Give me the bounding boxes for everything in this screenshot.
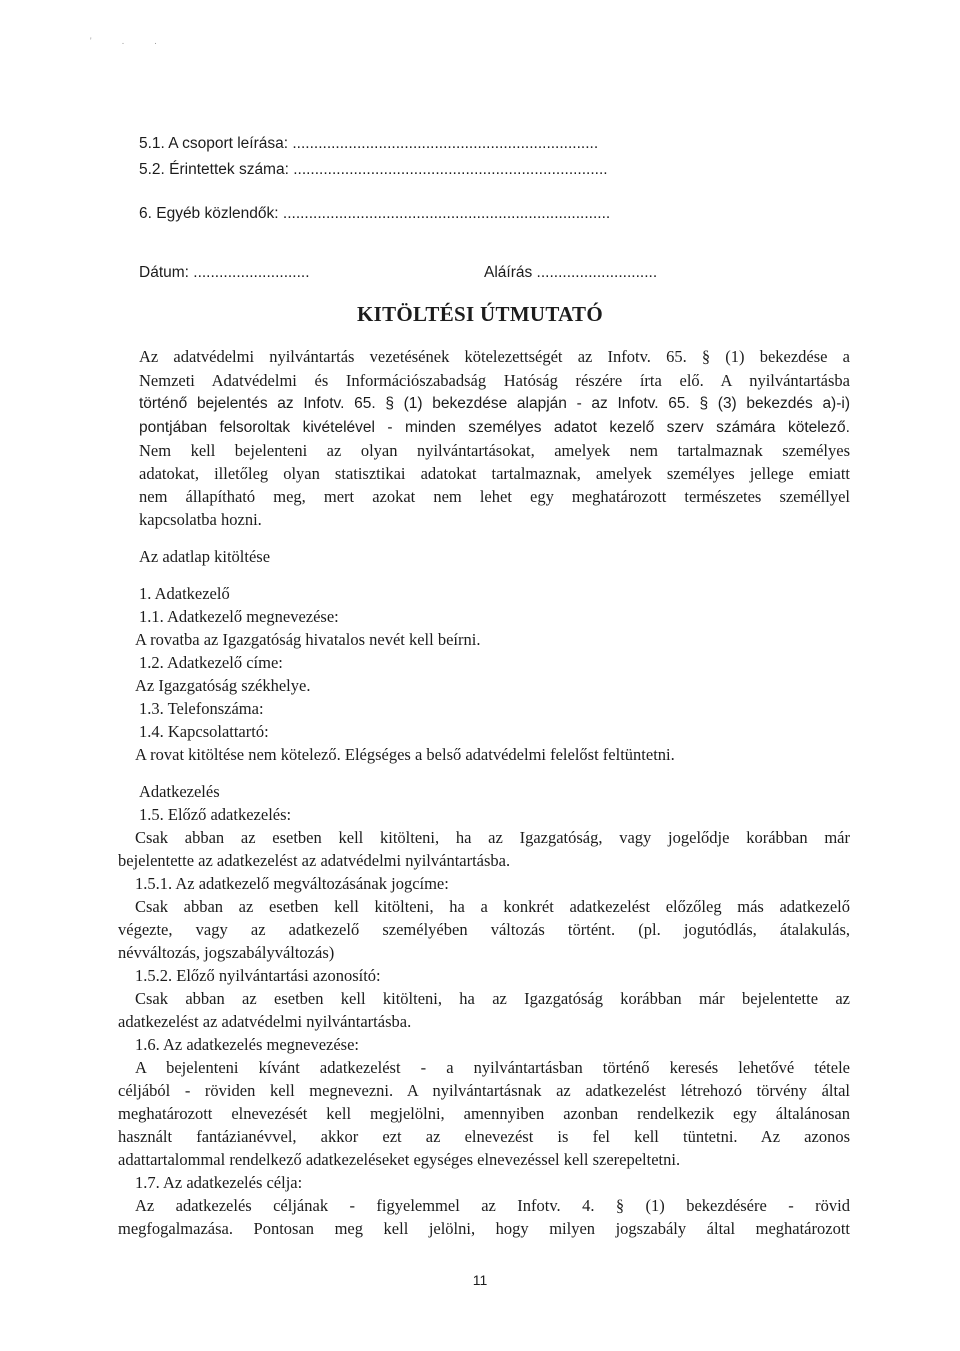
item-text: A rovatba az Igazgatóság hivatalos nevét kell beírni. xyxy=(135,630,481,649)
group-description-line: 5.1. A csoport leírása: ....................................................................... xyxy=(139,135,599,152)
page-number: 11 xyxy=(472,1272,488,1288)
intro-line: kapcsolatba hozni. xyxy=(139,510,262,529)
section-heading: Adatkezelés xyxy=(139,782,220,801)
item-heading: 1.5. Előző adatkezelés: xyxy=(139,805,292,824)
item-heading: 1.2. Adatkezelő címe: xyxy=(139,653,283,672)
other-notes-line: 6. Egyéb közlendők: ............................................................................ xyxy=(139,205,611,222)
item-text: A bejelenteni kívánt adatkezelést - a nyilvántartásban történő keresés lehetővé tétele xyxy=(135,1058,850,1077)
signature-line: Aláírás ............................ xyxy=(484,264,658,281)
date-line: Dátum: ........................... xyxy=(139,264,310,281)
item-text: Az Igazgatóság székhelye. xyxy=(135,676,311,695)
intro-line: történő bejelentés az Infotv. 65. § (1) bekezdése alapján - az Infotv. 65. § (3) bekezdés a)-i) xyxy=(139,395,850,412)
item-heading: 1.4. Kapcsolattartó: xyxy=(139,722,269,741)
affected-count-line: 5.2. Érintettek száma: ......................................................................... xyxy=(139,161,608,178)
intro-line: Nem kell bejelenteni az olyan nyilvántartásokat, amelyek nem tartalmaznak személyes xyxy=(139,441,850,460)
item-text: bejelentette az adatkezelést az adatvédelmi nyilvántartásba. xyxy=(118,851,511,870)
item-text: A rovat kitöltése nem kötelező. Elégséges a belső adatvédelmi felelőst feltüntetni. xyxy=(135,745,675,764)
intro-line: Az adatvédelmi nyilvántartás vezetésének kötelezettségét az Infotv. 65. § (1) bekezdése a xyxy=(139,347,850,366)
item-text: végezte, vagy az adatkezelő személyében változás történt. (pl. jogutódlás, átalakulás, xyxy=(118,920,850,939)
item-text: névváltozás, jogszabályváltozás) xyxy=(118,943,335,962)
item-text: adattartalommal rendelkező adatkezeléseket egységes elnevezéssel kell szerepeltetni. xyxy=(118,1150,681,1169)
intro-line: adatokat, illetőleg olyan statisztikai adatokat tartalmaznak, amelyek személyes jellege emiatt xyxy=(139,464,850,483)
item-heading: 1. Adatkezelő xyxy=(139,584,230,603)
section-heading: Az adatlap kitöltése xyxy=(139,547,271,566)
item-text: Az adatkezelés céljának - figyelemmel az Infotv. 4. § (1) bekezdésére - rövid xyxy=(135,1196,850,1215)
item-text: céljából - röviden kell megnevezni. A nyilvántartásnak az adatkezelést létrehozó törvény által xyxy=(118,1081,850,1100)
item-text: Csak abban az esetben kell kitölteni, ha az Igazgatóság, vagy jogelődje korábban már xyxy=(135,828,850,847)
item-heading: 1.7. Az adatkezelés célja: xyxy=(135,1173,303,1192)
intro-line: nem állapítható meg, mert azokat nem lehet egy meghatározott természetes személlyel xyxy=(139,487,850,506)
item-heading: 1.1. Adatkezelő megnevezése: xyxy=(139,607,339,626)
item-heading: 1.6. Az adatkezelés megnevezése: xyxy=(135,1035,360,1054)
item-text: megfogalmazása. Pontosan meg kell jelölni, hogy milyen jogszabály által meghatározott xyxy=(118,1219,850,1238)
scan-specks: ' . . xyxy=(90,36,171,46)
item-heading: 1.5.2. Előző nyilvántartási azonosító: xyxy=(135,966,381,985)
intro-line: pontjában felsoroltak kivételével - minden személyes adatot kezelő szerv számára kötelező. xyxy=(139,419,850,436)
item-text: meghatározott elnevezését kell megjelölni, amennyiben azonban rendelkezik egy általánosan xyxy=(118,1104,850,1123)
page-title: KITÖLTÉSI ÚTMUTATÓ xyxy=(357,302,603,326)
item-text: adatkezelést az adatvédelmi nyilvántartásba. xyxy=(118,1012,412,1031)
item-text: használt fantázianévvel, akkor ezt az elnevezést is fel kell tüntetni. Az azonos xyxy=(118,1127,850,1146)
item-heading: 1.3. Telefonszáma: xyxy=(139,699,264,718)
item-text: Csak abban az esetben kell kitölteni, ha a konkrét adatkezelést előzőleg más adatkezelő xyxy=(135,897,850,916)
intro-line: Nemzeti Adatvédelmi és Információszabadság Hatóság részére írta elő. A nyilvántartásba xyxy=(139,371,850,390)
item-text: Csak abban az esetben kell kitölteni, ha az Igazgatóság korábban már bejelentette az xyxy=(135,989,850,1008)
item-heading: 1.5.1. Az adatkezelő megváltozásának jogcíme: xyxy=(135,874,449,893)
